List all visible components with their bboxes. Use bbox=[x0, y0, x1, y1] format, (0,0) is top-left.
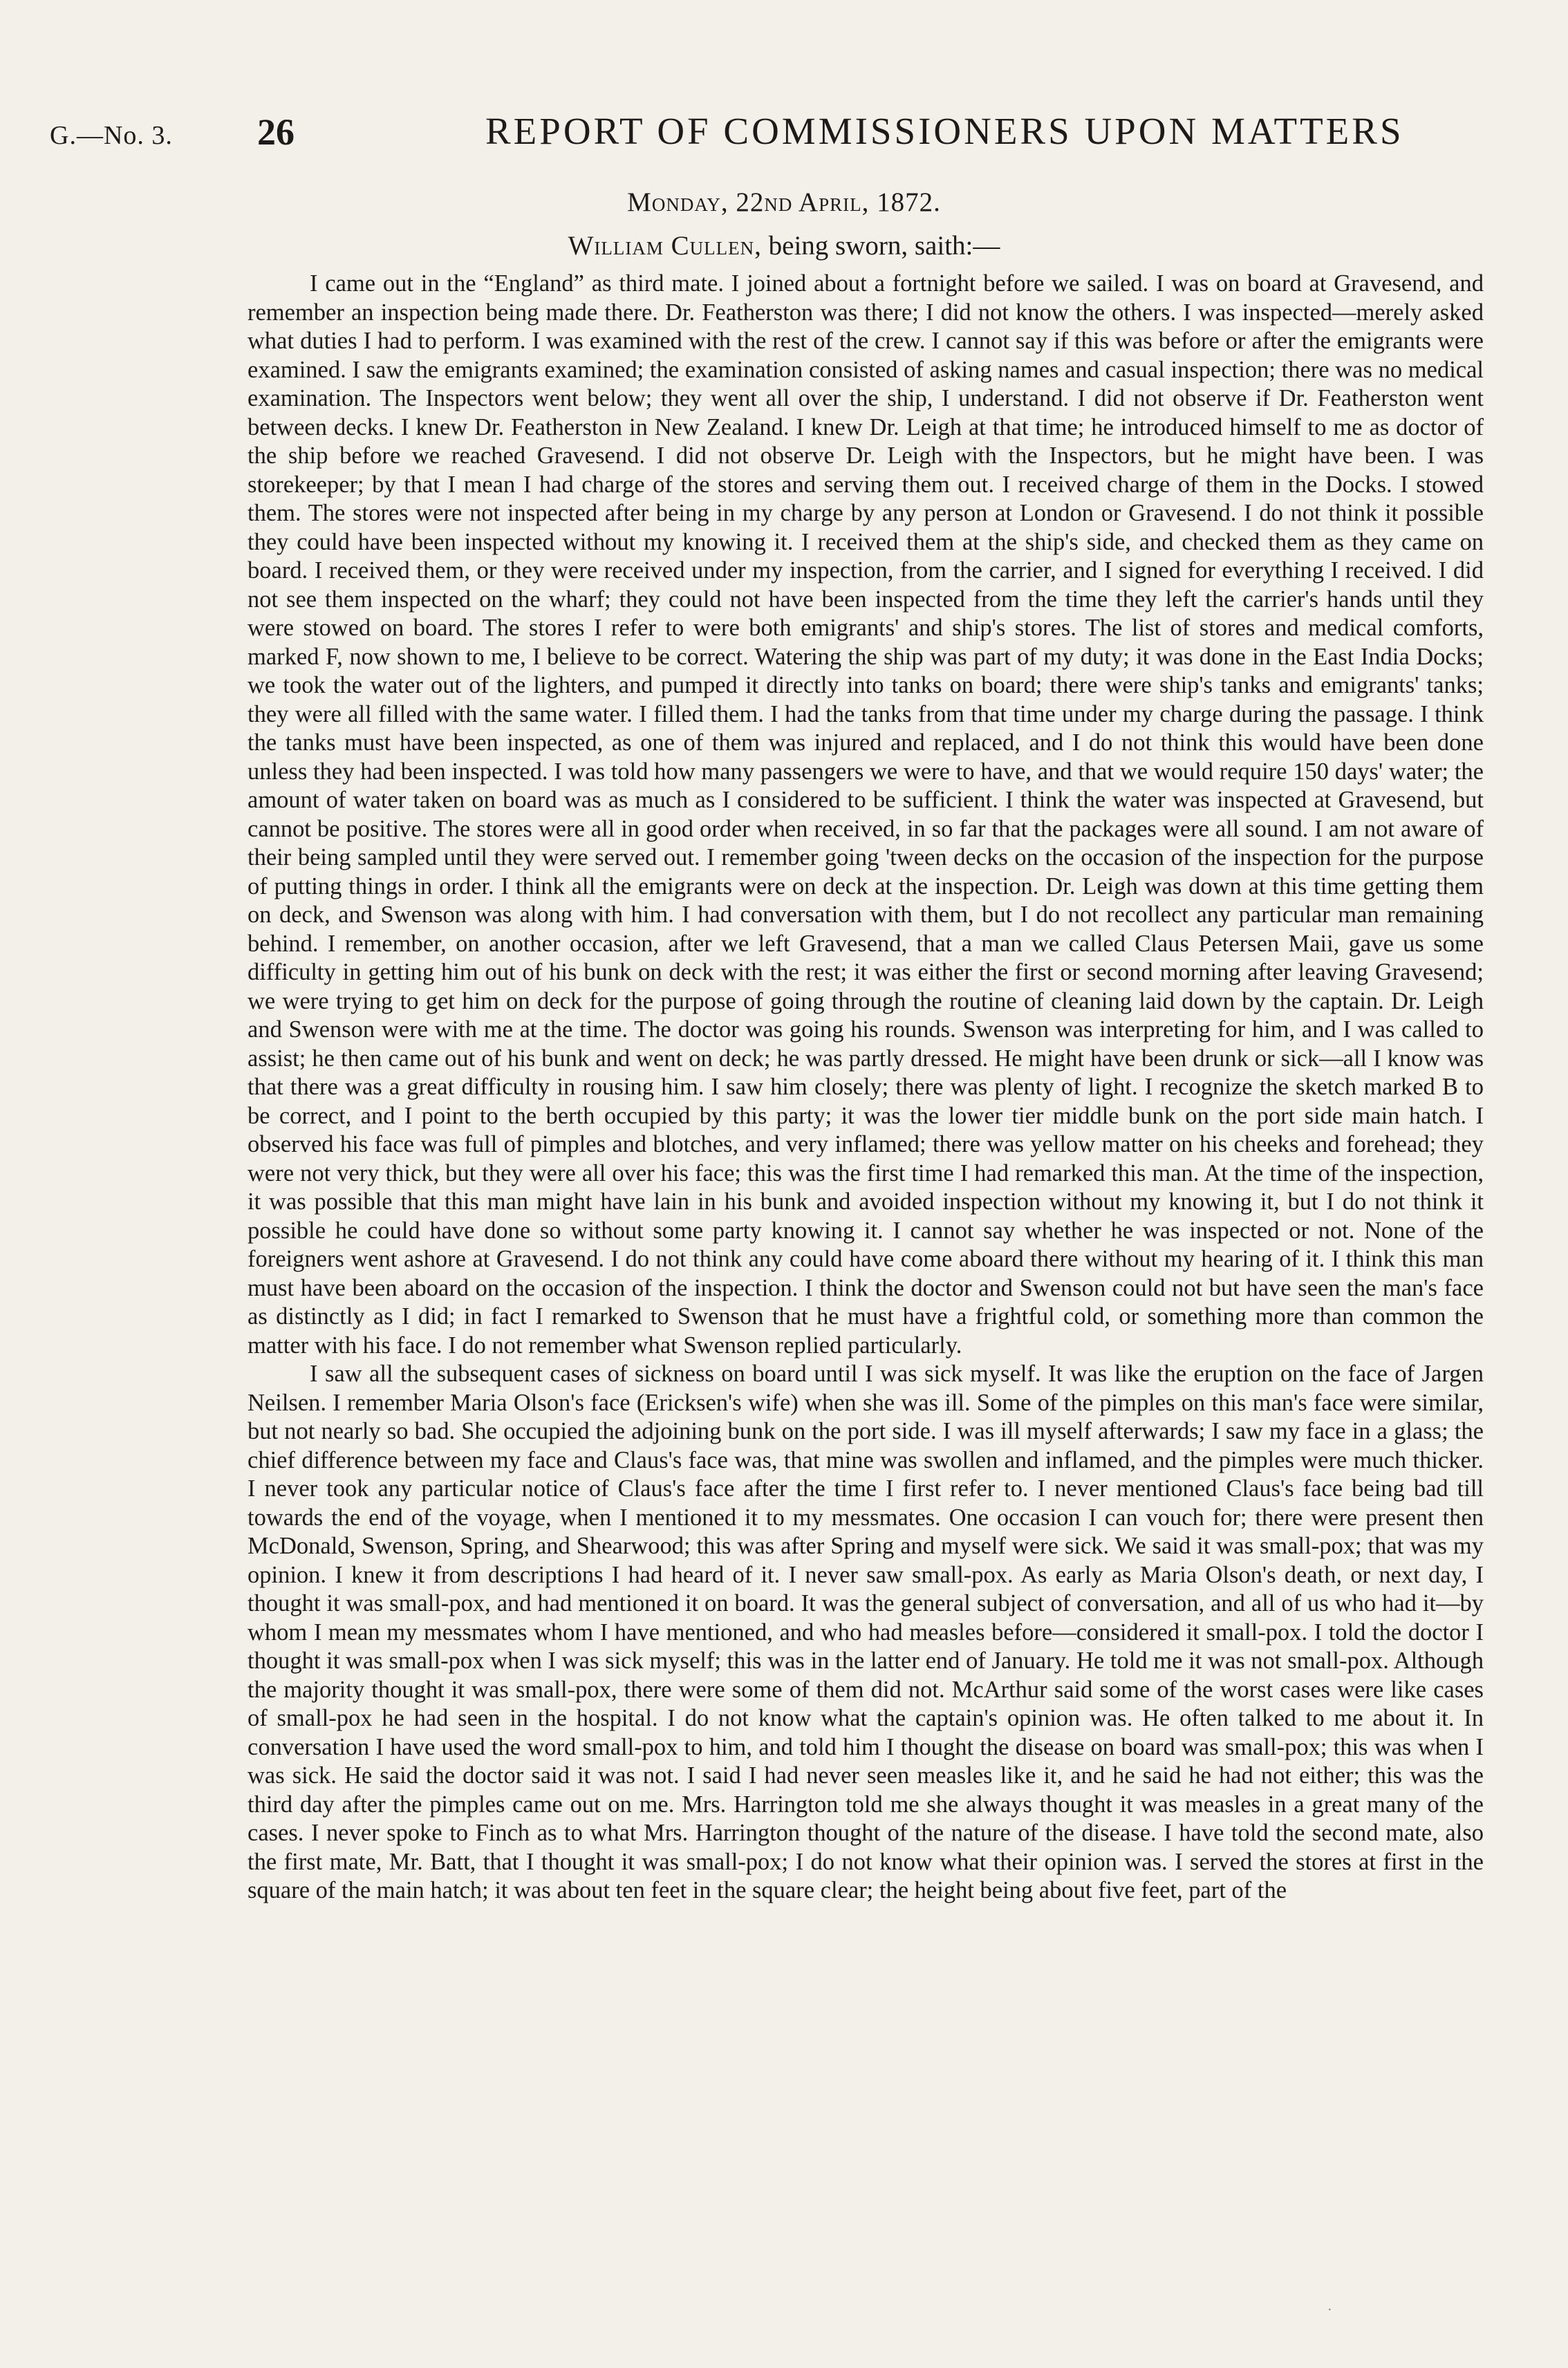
running-title: REPORT OF COMMISSIONERS UPON MATTERS bbox=[485, 110, 1404, 152]
witness-oath: being sworn, saith:— bbox=[768, 231, 1000, 261]
witness-name: William Cullen, bbox=[568, 231, 762, 261]
testimony-paragraph: I came out in the “England” as third mate. I joined about a fortnight before we sailed. I was on board at Gravesend, and remember an inspection being made there. Dr. Featherston was there; I did not know the others. I was inspected—merely asked what duties I had to perform. I was examined with the rest of the crew. I cannot say if this was before or after the emigrants were examined. I saw the emigrants examined; the examination consisted of asking names and casual inspection; there was no medical examination. The Inspectors went below; they went all over the ship, I understand. I did not observe if Dr. Featherston went between decks. I knew Dr. Featherston in New Zealand. I knew Dr. Leigh at that time; he introduced himself to me as doctor of the ship before we reached Gravesend. I did not observe Dr. Leigh with the Inspectors, but he might have been. I was storekeeper; by that I mean I had charge of the stores and serving them out. I received charge of them in the Docks. I stowed them. The stores were not inspected after being in my charge by any person at London or Gravesend. I do not think it possible they could have been inspected without my knowing it. I received them at the ship's side, and checked them as they came on board. I received them, or they were received under my inspection, from the carrier, and I signed for everything I received. I did not see them inspected on the wharf; they could not have been inspected from the time they left the carrier's hands until they were stowed on board. The stores I refer to were both emigrants' and ship's stores. The list of stores and medical comforts, marked F, now shown to me, I believe to be correct. Watering the ship was part of my duty; it was done in the East India Docks; we took the water out of the lighters, and pumped it directly into tanks on board; there were ship's tanks and emigrants' tanks; they were all filled with the same water. I filled them. I had the tanks from that time under my charge during the passage. I think the tanks must have been inspected, as one of them was injured and replaced, and I do not think this would have been done unless they had been inspected. I was told how many passengers we were to have, and that we would require 150 days' water; the amount of water taken on board was as much as I considered to be sufficient. I think the water was inspected at Gravesend, but cannot be positive. The stores were all in good order when received, in so far that the packages were all sound. I am not aware of their being sampled until they were served out. I remember going 'tween decks on the occasion of the inspection for the purpose of putting things in order. I think all the emigrants were on deck at the inspection. Dr. Leigh was down at this time getting them on deck, and Swenson was along with him. I had conversation with them, but I do not recollect any particular man remaining behind. I remember, on another occasion, after we left Gravesend, that a man we called Claus Petersen Maii, gave us some difficulty in getting him out of his bunk on deck with the rest; it was either the first or second morning after leaving Gravesend; we were trying to get him on deck for the purpose of going through the routine of cleaning laid down by the captain. Dr. Leigh and Swenson were with me at the time. The doctor was going his rounds. Swenson was interpreting for him, and I was called to assist; he then came out of his bunk and went on deck; he was partly dressed. He might have been drunk or sick—all I know was that there was a great difficulty in rousing him. I saw him closely; there was plenty of light. I recognize the sketch marked B to be correct, and I point to the berth occupied by this party; it was the lower tier middle bunk on the port side main hatch. I observed his face was full of pimples and blotches, and very inflamed; there was yellow matter on his cheeks and forehead; they were not very thick, but they were all over his face; this was the first time I had remarked this man. At the time of the inspection, it was possible that this man might have lain in his bunk and avoided inspection without my knowing it, but I do not think it possible he could have done so without some party knowing it. I cannot say whether he was inspected or not. None of the foreigners went ashore at Gravesend. I do not think any could have come aboard there without my hearing of it. I think this man must have been aboard on the occasion of the inspection. I think the doctor and Swenson could not but have seen the man's face as distinctly as I did; in fact I remarked to Swenson that he must have a frightful cold, or something more than common the matter with his face. I do not remember what Swenson replied particularly. bbox=[248, 270, 1484, 1359]
page-header bbox=[50, 109, 1522, 165]
date-line: Monday, 22nd April, 1872. bbox=[627, 187, 941, 217]
paper-reference: G.—No. 3. bbox=[50, 121, 173, 150]
testimony-body bbox=[248, 270, 1484, 1905]
page-number: 26 bbox=[257, 111, 295, 153]
testimony-paragraph: I saw all the subsequent cases of sickness on board until I was sick myself. It was like the eruption on the face of Jargen Neilsen. I remember Maria Olson's face (Ericksen's wife) when she was ill. Some of the pimples on this man's face were similar, but not nearly so bad. She occupied the adjoining bunk on the port side. I was ill myself afterwards; I saw my face in a glass; the chief difference between my face and Claus's face was, that mine was swollen and inflamed, and the pimples were much thicker. I never took any particular notice of Claus's face after the time I first refer to. I never mentioned Claus's face being bad till towards the end of the voyage, when I mentioned it to my messmates. One occasion I can vouch for; there were present then McDonald, Swenson, Spring, and Shearwood; this was after Spring and myself were sick. We said it was small-pox; that was my opinion. I knew it from descriptions I had heard of it. I never saw small-pox. As early as Maria Olson's death, or next day, I thought it was small-pox, and had mentioned it on board. It was the general subject of conversation, and all of us who had it—by whom I mean my messmates whom I have mentioned, and who had measles before—considered it small-pox. I told the doctor I thought it was small-pox when I was sick myself; this was in the latter end of January. He told me it was not small-pox. Although the majority thought it was small-pox, there were some of them did not. McArthur said some of the worst cases were like cases of small-pox he had seen in the hospital. I do not know what the captain's opinion was. He often talked to me about it. In conversation I have used the word small-pox to him, and told him I thought the disease on board was small-pox; this was when I was sick. He said the doctor said it was not. I said I had never seen measles like it, and he said he had not either; this was the third day after the pimples came out on me. Mrs. Harrington told me she always thought it was measles in a great many of the cases. I never spoke to Finch as to what Mrs. Harrington thought of the nature of the disease. I have told the second mate, also the first mate, Mr. Batt, that I thought it was small-pox; I do not know what their opinion was. I served the stores at first in the square of the main hatch; it was about ten feet in the square clear; the height being about five feet, part of the bbox=[248, 1361, 1484, 1903]
page-mark: · bbox=[1327, 2302, 1332, 2318]
witness-line bbox=[0, 230, 1568, 261]
